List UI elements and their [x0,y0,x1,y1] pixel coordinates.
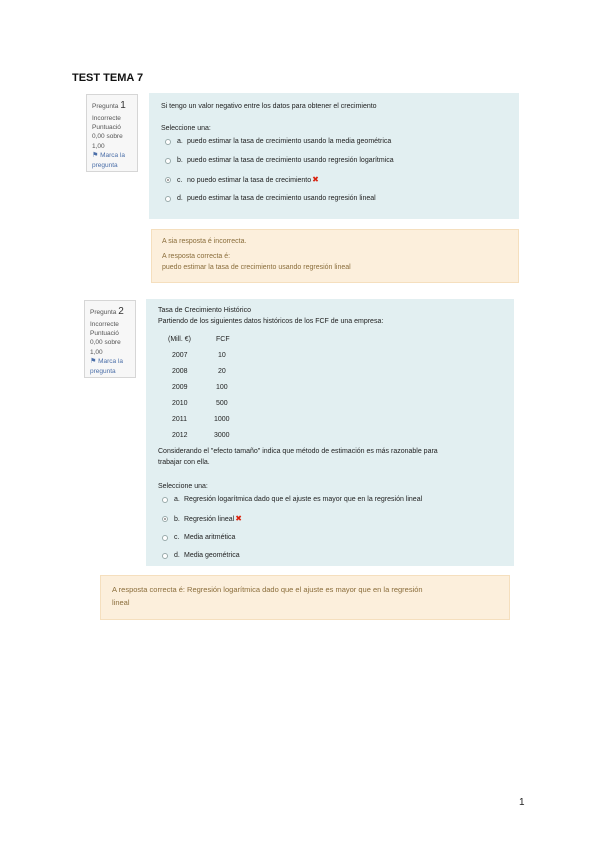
question-2-info [84,300,136,378]
select-label: Seleccione una: [161,125,211,132]
question-text: Si tengo un valor negativo entre los datos para obtener el crecimiento [161,103,377,110]
incorrect-icon: ✖ [235,514,242,523]
option-c[interactable] [165,175,319,185]
option-letter: b. [177,157,183,164]
table-cell: 500 [216,400,228,407]
table-header: FCF [216,336,230,343]
question-2-feedback [100,575,510,620]
option-c[interactable] [162,533,235,542]
incorrect-icon: ✖ [312,175,319,184]
score-value: 0,00 sobre 1,00 [90,339,121,356]
flag-label: Marca la [98,358,124,366]
question-number [92,99,132,114]
page-title: TEST TEMA 7 [72,72,144,84]
question-number-value: 1 [120,100,126,111]
question-label: Pregunta [92,103,119,110]
question-title: Tasa de Crecimiento Histórico [158,307,251,314]
radio-button-checked[interactable] [165,177,171,183]
question-text-line3: Considerando el "efecto tamaño" indica que método de estimación es más razonable para [158,448,438,455]
feedback-line1: A sia resposta é incorrecta. [162,238,247,245]
question-1-content [149,93,519,219]
table-cell: 20 [218,368,226,375]
score-label: Puntuació [90,329,119,337]
option-letter: c. [174,534,180,541]
table-header: (Mill. €) [168,336,191,343]
table-cell: 3000 [214,432,230,439]
table-cell: 2007 [172,352,188,359]
radio-button[interactable] [162,497,168,503]
flag-question-button[interactable] [92,151,132,161]
option-letter: d. [177,195,183,202]
option-text: Regresión lineal [184,515,235,523]
flag-label-line2: pregunta [90,368,116,376]
radio-button[interactable] [165,196,171,202]
option-letter: a. [174,496,180,503]
option-letter: c. [177,176,183,184]
table-cell: 2008 [172,368,188,375]
flag-icon: ⚑ [92,152,99,160]
option-a[interactable] [165,137,391,146]
feedback-line2: A resposta correcta é: [162,253,231,260]
score-label: Puntuació [92,123,121,131]
table-cell: 100 [216,384,228,391]
feedback-line1: A resposta correcta é: Regresión logarítmica dado que el ajuste es mayor que en la regresión [112,585,423,594]
table-cell: 2010 [172,400,188,407]
question-label: Pregunta [90,309,117,316]
option-text: puedo estimar la tasa de crecimiento usando la media geométrica [187,138,392,145]
table-cell: 2011 [172,416,188,423]
option-letter: b. [174,515,180,523]
radio-button-checked[interactable] [162,516,168,522]
flag-question-button[interactable] [90,357,130,367]
question-number [90,305,130,320]
question-text: Partiendo de los siguientes datos históricos de los FCF de una empresa: [158,318,384,325]
option-b[interactable] [165,156,394,165]
question-1-info [86,94,138,172]
table-cell: 2012 [172,432,188,439]
option-text: puedo estimar la tasa de crecimiento usando regresión lineal [187,195,376,202]
radio-button[interactable] [165,158,171,164]
table-cell: 2009 [172,384,188,391]
option-a[interactable] [162,495,422,504]
score-value: 0,00 sobre 1,00 [92,133,123,150]
flag-label: Marca la [100,152,126,160]
option-b[interactable] [162,514,242,524]
table-cell: 1000 [214,416,230,423]
option-letter: d. [174,552,180,559]
flag-label-line2: pregunta [92,162,118,170]
feedback-line3: puedo estimar la tasa de crecimiento usando regresión lineal [162,264,351,271]
option-text: puedo estimar la tasa de crecimiento usando regresión logarítmica [187,157,394,164]
question-text-line4: trabajar con ella. [158,459,210,466]
option-text: Regresión logarítmica dado que el ajuste es mayor que en la regresión lineal [184,496,423,503]
table-cell: 10 [218,352,226,359]
option-d[interactable] [165,194,376,203]
select-label: Seleccione una: [158,483,208,490]
question-status: Incorrecte [92,114,121,122]
page-number: 1 [519,797,525,808]
question-number-value: 2 [118,306,124,317]
option-text: Media geométrica [184,552,240,559]
question-2-content [146,299,514,566]
question-1-feedback [151,229,519,283]
feedback-line2: lineal [112,598,130,607]
flag-icon: ⚑ [90,358,97,366]
option-letter: a. [177,138,183,145]
radio-button[interactable] [165,139,171,145]
radio-button[interactable] [162,535,168,541]
option-text: Media aritmética [184,534,236,541]
radio-button[interactable] [162,553,168,559]
option-d[interactable] [162,551,240,560]
option-text: no puedo estimar la tasa de crecimiento [187,176,312,184]
question-status: Incorrecte [90,320,119,328]
